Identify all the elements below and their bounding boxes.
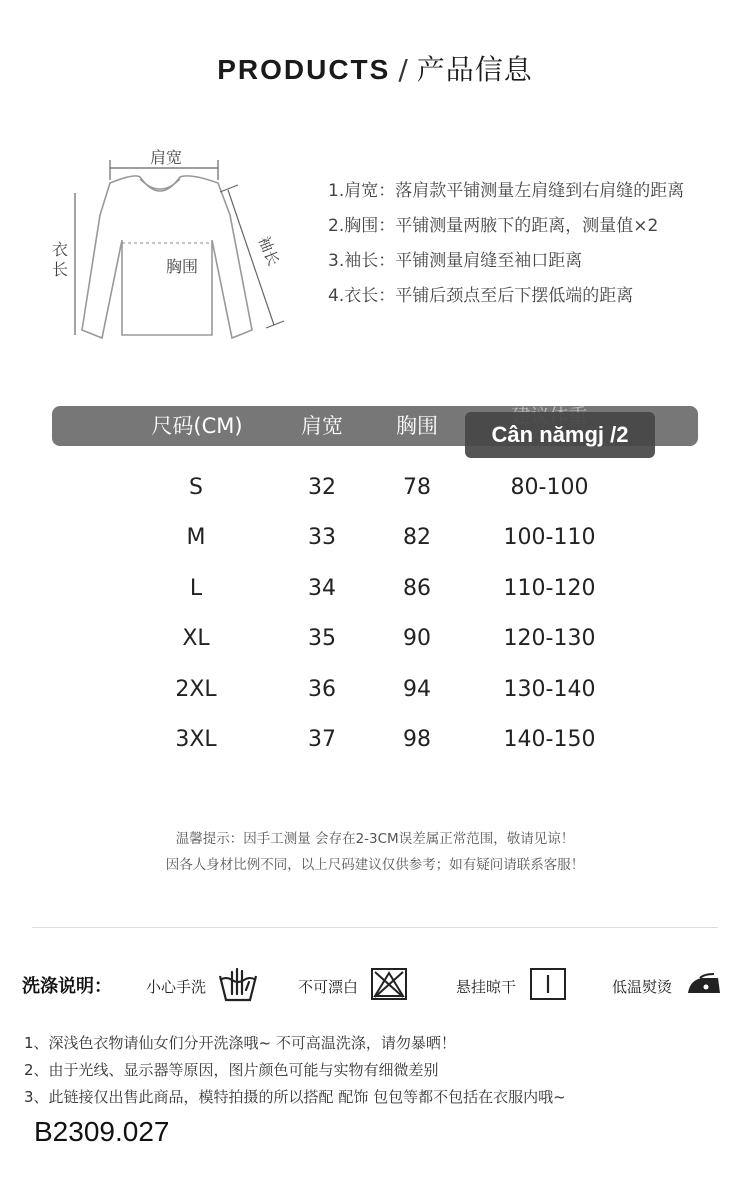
measurement-notes [328,178,684,318]
care-line: 1、深浅色衣物请仙女们分开洗涤哦~ 不可高温洗涤，请勿暴晒！ [24,1034,456,1052]
size-tips [0,826,750,878]
product-code: B2309.027 [34,1116,170,1147]
sweater-outline-diagram [40,135,300,355]
cell-chest: 78 [403,475,431,500]
cell-size: 3XL [175,727,217,752]
measurement-diagram [40,135,300,355]
tip-line: 温馨提示：因手工测量 会存在2-3CM误差属正常范围，敬请见谅！ [175,831,575,847]
cell-size: XL [182,626,210,651]
cell-weight: 110-120 [503,576,596,601]
cell-size: M [186,525,206,550]
table-row [52,463,698,513]
cell-weight: 120-130 [503,626,596,651]
hang-dry-icon [528,966,568,1002]
sleeve-tick-top [220,185,238,192]
cell-shoulder: 35 [308,626,336,651]
cell-shoulder: 32 [308,475,336,500]
sleeve-label: 袖长 [254,233,283,269]
table-row [52,513,698,563]
cell-size: L [189,576,203,601]
cell-chest: 90 [403,626,431,651]
table-row [52,564,698,614]
note-sleeve: 3.袖长：平铺测量肩缝至袖口距离 [328,251,583,271]
hand-wash-icon [216,966,260,1004]
care-line: 2、由于光线、显示器等原因，图片颜色可能与实物有细微差别 [24,1061,439,1079]
tip-line: 因各人身材比例不同，以上尺码建议仅供参考；如有疑问请联系客服！ [165,857,585,873]
table-row [52,715,698,765]
shoulder-label: 肩宽 [149,148,183,167]
note-length: 4.衣长：平铺后颈点至后下摆低端的距离 [328,286,634,306]
cell-weight: 100-110 [503,525,596,550]
low-iron-icon [684,966,726,1002]
header-size: 尺码(CM) [151,414,243,438]
wash-instructions [0,962,750,1012]
cell-shoulder: 33 [308,525,336,550]
header-shoulder: 肩宽 [301,414,343,438]
wash-label: 悬挂晾干 [456,978,517,996]
cell-chest: 98 [403,727,431,752]
note-chest: 2.胸围：平铺测量两腋下的距离，测量值×2 [328,216,659,236]
table-row [52,614,698,664]
sleeve-tick-bottom [266,321,284,328]
cell-shoulder: 34 [308,576,336,601]
chest-label: 胸围 [165,257,199,276]
cell-size: 2XL [175,677,217,702]
length-label-top: 衣 [51,240,69,259]
cell-size: S [189,475,203,500]
cell-shoulder: 36 [308,677,336,702]
no-bleach-icon [370,966,410,1002]
cell-chest: 82 [403,525,431,550]
header-chest: 胸围 [396,414,438,438]
cell-chest: 86 [403,576,431,601]
care-notes [24,1030,566,1111]
title-chinese: 产品信息 [416,53,533,86]
length-label-bottom: 长 [51,260,69,279]
page-title [0,48,750,88]
cell-chest: 94 [403,677,431,702]
wash-label: 不可漂白 [298,978,359,996]
wash-label: 小心手洗 [146,978,207,996]
divider [32,927,718,928]
title-separator: / [398,53,409,86]
note-shoulder: 1.肩宽：落肩款平铺测量左肩缝到右肩缝的距离 [328,181,685,201]
wash-label: 低温熨烫 [612,978,673,996]
cell-weight: 130-140 [503,677,596,702]
neckline [140,179,180,189]
cell-weight: 80-100 [510,475,589,500]
care-line: 3、此链接仅出售此商品，模特拍摄的所以搭配 配饰 包包等都不包括在衣服内哦~ [24,1088,566,1106]
cell-shoulder: 37 [308,727,336,752]
weight-overlay-tag: Cân nămgj /2 [465,412,655,458]
cell-weight: 140-150 [503,727,596,752]
title-english: PRODUCTS [217,54,391,85]
table-row [52,665,698,715]
wash-title: 洗涤说明： [22,976,112,997]
